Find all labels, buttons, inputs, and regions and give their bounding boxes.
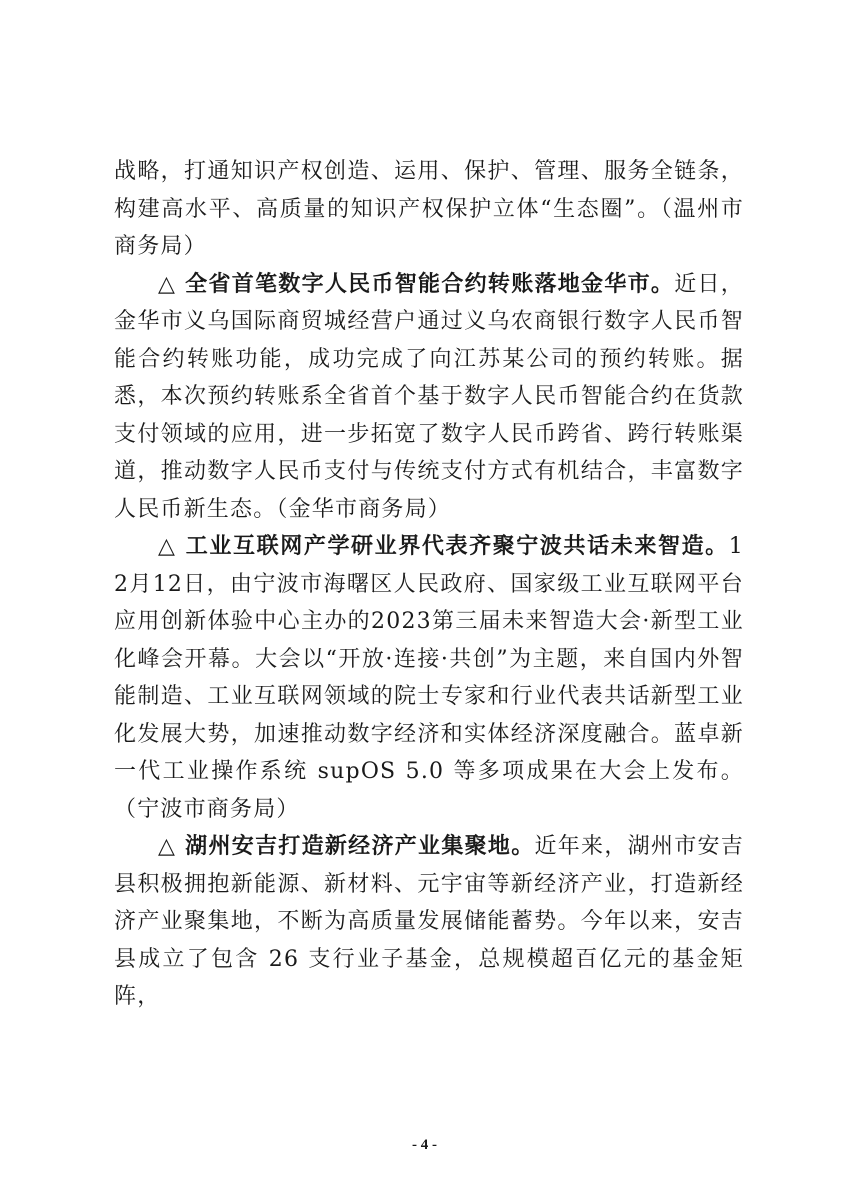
news-body: 近日，金华市义乌国际商贸城经营户通过义乌农商银行数字人民币智能合约转账功能，成功完成了向江苏某公司的预约转账。据悉，本次预约转账系全省首个基于数字人民币智能合约在货款支付领域的应用，进一步拓宽了数字人民币跨省、跨行转账渠道，推动数字人民币支付与传统支付方式有机结合，丰富数字人民币新生态。（金华市商务局） <box>114 271 744 522</box>
news-body: 近年来，湖州市安吉县积极拥抱新能源、新材料、元宇宙等新经济产业，打造新经济产业聚集地，不断为高质量发展储能蓄势。今年以来，安吉县成立了包含 26 支行业子基金，总规模超百亿元的基金矩阵， <box>114 834 744 1009</box>
paragraph-continuation <box>114 153 744 266</box>
page-number: - 4 - <box>412 1137 437 1153</box>
news-headline: △ 全省首笔数字人民币智能合约转账落地金华市。 <box>158 271 675 297</box>
news-item-jinhua <box>114 266 744 529</box>
news-headline: △ 工业互联网产学研业界代表齐聚宁波共话未来智造。 <box>158 534 729 559</box>
document-body <box>114 153 744 1016</box>
news-body: 12月12日，由宁波市海曙区人民政府、国家级工业互联网平台应用创新体验中心主办的2023第三届未来智造大会·新型工业化峰会开幕。大会以“开放·连接·共创”为主题，来自国内外智能制造、工业互联网领域的院士专家和行业代表共话新型工业化发展大势，加速推动数字经济和实体经济深度融合。蓝卓新一代工业操作系统 supOS 5.0 等多项成果在大会上发布。（宁波市商务局） <box>114 534 744 822</box>
news-headline: △ 湖州安吉打造新经济产业集聚地。 <box>158 834 535 859</box>
news-item-huzhou <box>114 828 744 1016</box>
paragraph-body: 战略，打通知识产权创造、运用、保护、管理、服务全链条，构建高水平、高质量的知识产权保护立体“生态圈”。（温州市商务局） <box>114 159 744 259</box>
news-item-ningbo <box>114 528 744 828</box>
